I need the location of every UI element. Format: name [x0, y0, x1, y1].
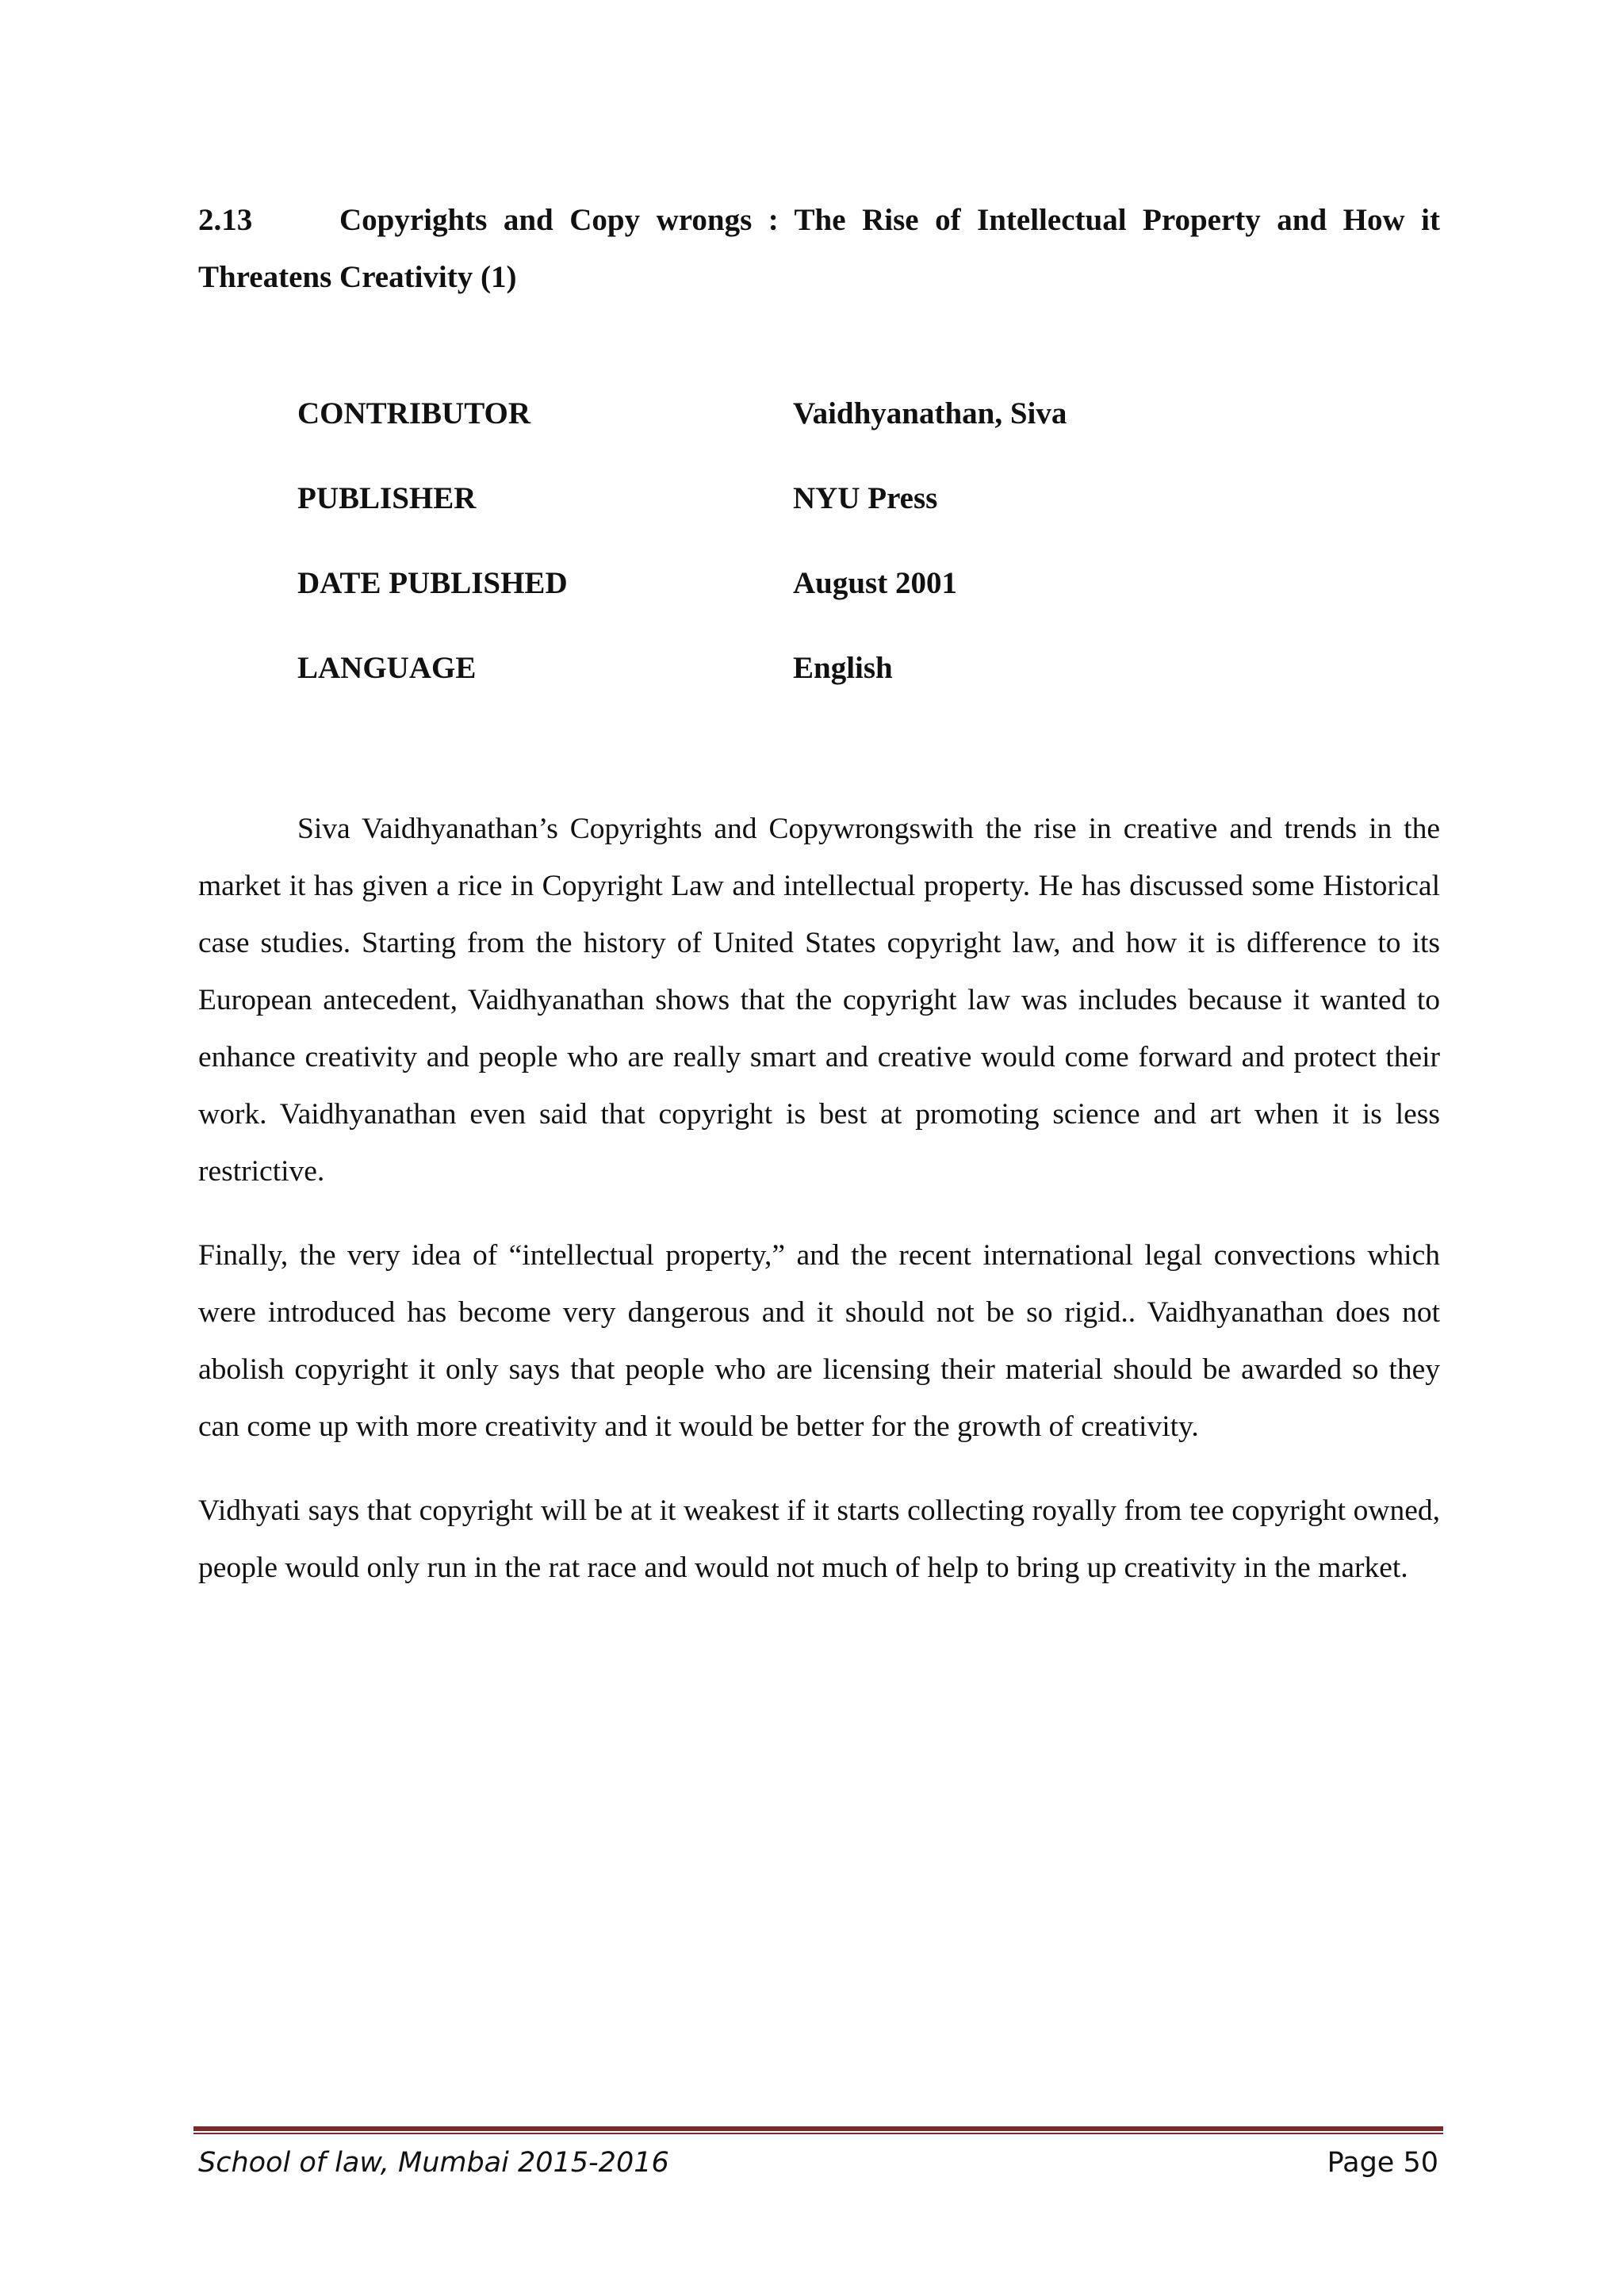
footer-school-label: School of law, Mumbai 2015-2016 [198, 2147, 669, 2179]
page-number: Page 50 [1327, 2147, 1438, 2179]
metadata-label: LANGUAGE [297, 651, 477, 685]
body-text [198, 801, 1440, 1597]
metadata-row-contributor [297, 398, 1249, 483]
paragraph: Vidhyati says that copyright will be at it weakest if it starts collecting royally from tee copyright owned, people would only run in the rat race and would not much of help to bring up creativity in the market. [198, 1494, 1440, 1584]
book-metadata-table [297, 398, 1249, 737]
footer-text-row [193, 2145, 1443, 2180]
paragraph: Finally, the very idea of “intellectual property,” and the recent international legal convections which were introduced has become very dangerous and it should not be so rigid.. Vaidhyanathan does not abolish copyright it only says that people who are licensing their material should be awarded so they can come up with more creativity and it would be better for the growth of creativity. [198, 1239, 1440, 1443]
section-title: Copyrights and Copy wrongs : The Rise of Intellectual Property and How it Threatens Creativity (1) [198, 203, 1440, 294]
section-number: 2.13 [198, 203, 253, 237]
metadata-label: PUBLISHER [297, 481, 477, 515]
page-footer [193, 2126, 1443, 2180]
page-content [198, 192, 1440, 1624]
metadata-row-date-published [297, 568, 1249, 652]
metadata-label: DATE PUBLISHED [297, 566, 568, 600]
metadata-value: Vaidhyanathan, Siva [793, 396, 1067, 430]
metadata-value: NYU Press [793, 481, 938, 515]
metadata-label: CONTRIBUTOR [297, 396, 531, 430]
paragraph: Siva Vaidhyanathan’s Copyrights and Copywrongswith the rise in creative and trends in the market it has given a rice in Copyright Law and intellectual property. He has discussed some Historical case studies. Starting from the history of United States copyright law, and how it is difference to its European antecedent, Vaidhyanathan shows that the copyright law was includes because it wanted to enhance creativity and people who are really smart and creative would come forward and protect their work. Vaidhyanathan even said that copyright is best at promoting science and art when it is less restrictive. [198, 813, 1440, 1188]
footer-divider [193, 2126, 1443, 2134]
metadata-value: August 2001 [793, 566, 957, 600]
metadata-value: English [793, 651, 893, 685]
metadata-row-language [297, 652, 1249, 737]
section-heading [198, 192, 1440, 306]
metadata-row-publisher [297, 483, 1249, 568]
